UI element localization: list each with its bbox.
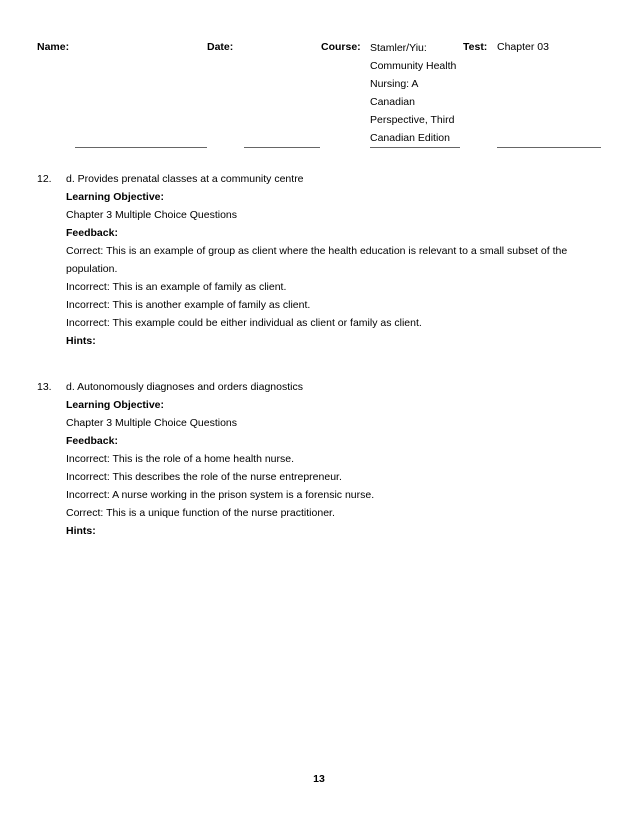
date-label: Date: xyxy=(207,41,234,53)
feedback-line: Correct: This is a unique function of the nurse practitioner. xyxy=(66,507,335,519)
course-label: Course: xyxy=(321,41,361,53)
test-value: Chapter 03 xyxy=(497,41,549,53)
test-underline xyxy=(497,147,601,148)
name-underline xyxy=(75,147,207,148)
hints-label: Hints: xyxy=(66,335,96,347)
feedback-line: Incorrect: This is another example of family as client. xyxy=(66,299,311,311)
feedback-line: Incorrect: This example could be either individual as client or family as client. xyxy=(66,317,422,329)
date-underline xyxy=(244,147,320,148)
feedback-line: Incorrect: This is the role of a home health nurse. xyxy=(66,453,295,465)
answer-text: d. Autonomously diagnoses and orders diagnostics xyxy=(66,381,303,393)
page-number: 13 xyxy=(313,773,325,785)
learning-objective-text: Chapter 3 Multiple Choice Questions xyxy=(66,209,238,221)
feedback-label: Feedback: xyxy=(66,227,118,239)
course-underline xyxy=(370,147,460,148)
course-value-line: Nursing: A xyxy=(370,78,419,90)
course-value-line: Community Health xyxy=(370,60,457,72)
feedback-line: Incorrect: This describes the role of the nurse entrepreneur. xyxy=(66,471,342,483)
name-label: Name: xyxy=(37,41,70,53)
test-label: Test: xyxy=(463,41,488,53)
course-value xyxy=(370,39,456,147)
question-number: 13. xyxy=(37,381,52,393)
learning-objective-label: Learning Objective: xyxy=(66,191,165,203)
course-value-line: Canadian Edition xyxy=(370,132,450,144)
learning-objective-label: Learning Objective: xyxy=(66,399,165,411)
feedback-line: Correct: This is an example of group as client where the health education is relevant to a small subset of the population. xyxy=(66,245,568,275)
feedback-line: Incorrect: This is an example of family as client. xyxy=(66,281,287,293)
question-body xyxy=(66,378,586,540)
question-number: 12. xyxy=(37,173,52,185)
learning-objective-text: Chapter 3 Multiple Choice Questions xyxy=(66,417,238,429)
question-body xyxy=(66,170,586,350)
answer-text: d. Provides prenatal classes at a community centre xyxy=(66,173,304,185)
course-value-line: Canadian xyxy=(370,96,415,108)
hints-label: Hints: xyxy=(66,525,96,537)
course-value-line: Stamler/Yiu: xyxy=(370,42,427,54)
feedback-label: Feedback: xyxy=(66,435,118,447)
course-value-line: Perspective, Third xyxy=(370,114,455,126)
feedback-line: Incorrect: A nurse working in the prison system is a forensic nurse. xyxy=(66,489,375,501)
